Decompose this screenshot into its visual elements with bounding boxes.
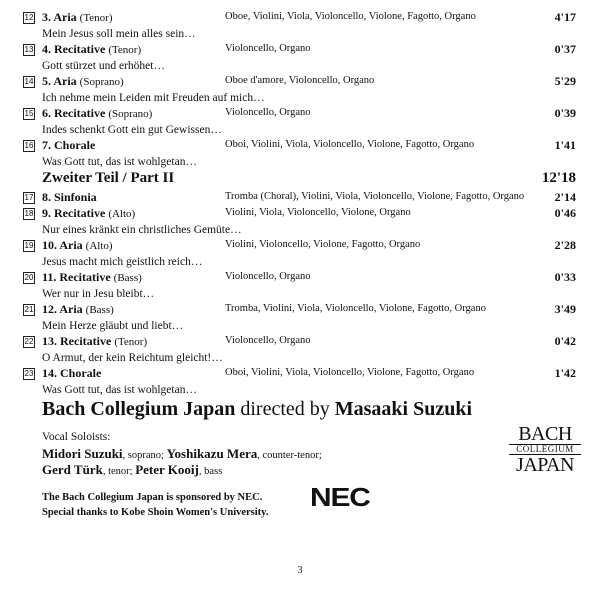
instrumentation: Oboe, Violini, Viola, Violoncello, Violone, Fagotto, Organo (225, 11, 476, 22)
duration: 2'14 (554, 190, 576, 204)
directed-by: directed by (240, 398, 330, 420)
duration: 4'17 (554, 10, 576, 24)
instrumentation: Oboi, Violini, Viola, Violoncello, Violone, Fagotto, Organo (225, 367, 475, 378)
movement-title: 11. Recitative (Bass) (42, 270, 142, 284)
track-number: 20 (24, 273, 34, 282)
instrumentation: Oboe d'amore, Violoncello, Organo (225, 75, 375, 86)
track-number: 21 (24, 305, 34, 314)
sponsor-note (42, 490, 268, 520)
duration: 0'33 (554, 270, 576, 284)
instrumentation: Oboi, Violini, Viola, Violoncello, Violone, Fagotto, Organo (225, 139, 475, 150)
incipit: Ich nehme mein Leiden mit Freuden auf mich… (42, 92, 265, 104)
instrumentation: Violini, Viola, Violoncello, Violone, Organo (225, 207, 411, 218)
track-number: 22 (24, 337, 34, 346)
page-number: 3 (297, 565, 303, 576)
incipit: Wer nur in Jesu bleibt… (42, 288, 155, 300)
track-number: 23 (24, 369, 34, 378)
incipit: Nur eines kränkt ein christliches Gemüte… (42, 224, 242, 236)
ensemble-name: Bach Collegium Japan (42, 398, 236, 420)
movement-title: 8. Sinfonia (42, 190, 97, 204)
incipit: O Armut, der kein Reichtum gleicht!… (42, 352, 223, 364)
incipit: Indes schenkt Gott ein gut Gewissen… (42, 124, 222, 136)
movement-title: 12. Aria (Bass) (42, 302, 114, 316)
duration: 5'29 (554, 74, 576, 88)
track-number: 13 (24, 45, 34, 54)
track-number: 14 (24, 77, 34, 86)
incipit: Was Gott tut, das ist wohlgetan… (42, 384, 197, 396)
incipit: Mein Herze gläubt und liebt… (42, 320, 184, 332)
ensemble-credit (42, 398, 472, 421)
duration: 3'49 (554, 302, 576, 316)
bach-collegium-japan-logo: BACH COLLEGIUM JAPAN (505, 425, 585, 474)
duration: 0'46 (554, 206, 576, 220)
duration: 0'39 (554, 106, 576, 120)
part-duration: 12'18 (541, 170, 576, 186)
track-number: 19 (24, 241, 34, 250)
duration: 1'42 (554, 366, 576, 380)
instrumentation: Tromba (Choral), Violini, Viola, Violoncello, Violone, Fagotto, Organo (225, 191, 525, 202)
instrumentation: Violini, Violoncello, Violone, Fagotto, Organo (225, 239, 421, 250)
duration: 0'42 (554, 334, 576, 348)
track-number: 17 (24, 193, 34, 202)
movement-title: 9. Recitative (Alto) (42, 206, 136, 220)
sponsor-line-1: The Bach Collegium Japan is sponsored by NEC. (42, 492, 263, 503)
instrumentation: Violoncello, Organo (225, 43, 311, 54)
track-number: 12 (24, 13, 34, 22)
incipit: Was Gott tut, das ist wohlgetan… (42, 156, 197, 168)
track-number: 16 (24, 141, 34, 150)
incipit: Mein Jesus soll mein alles sein… (42, 28, 196, 40)
movement-title: 4. Recitative (Tenor) (42, 42, 142, 56)
incipit: Jesus macht mich geistlich reich… (42, 256, 203, 268)
movement-title: 10. Aria (Alto) (42, 238, 113, 252)
sponsor-line-2: Special thanks to Kobe Shoin Women's University. (42, 507, 269, 518)
duration: 2'28 (554, 238, 576, 252)
instrumentation: Violoncello, Organo (225, 335, 311, 346)
movement-title: 7. Chorale (42, 138, 96, 152)
soloists-line-1: Midori Suzuki, soprano; Yoshikazu Mera, counter-tenor; (42, 446, 322, 461)
movement-title: 5. Aria (Soprano) (42, 74, 124, 88)
soloists-label: Vocal Soloists: (42, 431, 111, 443)
instrumentation: Violoncello, Organo (225, 271, 311, 282)
conductor-name: Masaaki Suzuki (334, 398, 473, 420)
incipit: Gott stürzet und erhöhet… (42, 60, 165, 72)
movement-title: 14. Chorale (42, 366, 102, 380)
movement-title: 13. Recitative (Tenor) (42, 334, 148, 348)
track-number: 15 (24, 109, 34, 118)
instrumentation: Tromba, Violini, Viola, Violoncello, Violone, Fagotto, Organo (225, 303, 486, 314)
instrumentation: Violoncello, Organo (225, 107, 311, 118)
track-number: 18 (24, 209, 34, 218)
duration: 1'41 (554, 138, 576, 152)
movement-title: 3. Aria (Tenor) (42, 10, 113, 24)
part-header: Zweiter Teil / Part II (42, 170, 175, 186)
nec-logo: NEC (310, 482, 370, 512)
duration: 0'37 (554, 42, 576, 56)
movement-title: 6. Recitative (Soprano) (42, 106, 153, 120)
soloists-line-2: Gerd Türk, tenor; Peter Kooij, bass (42, 462, 223, 477)
